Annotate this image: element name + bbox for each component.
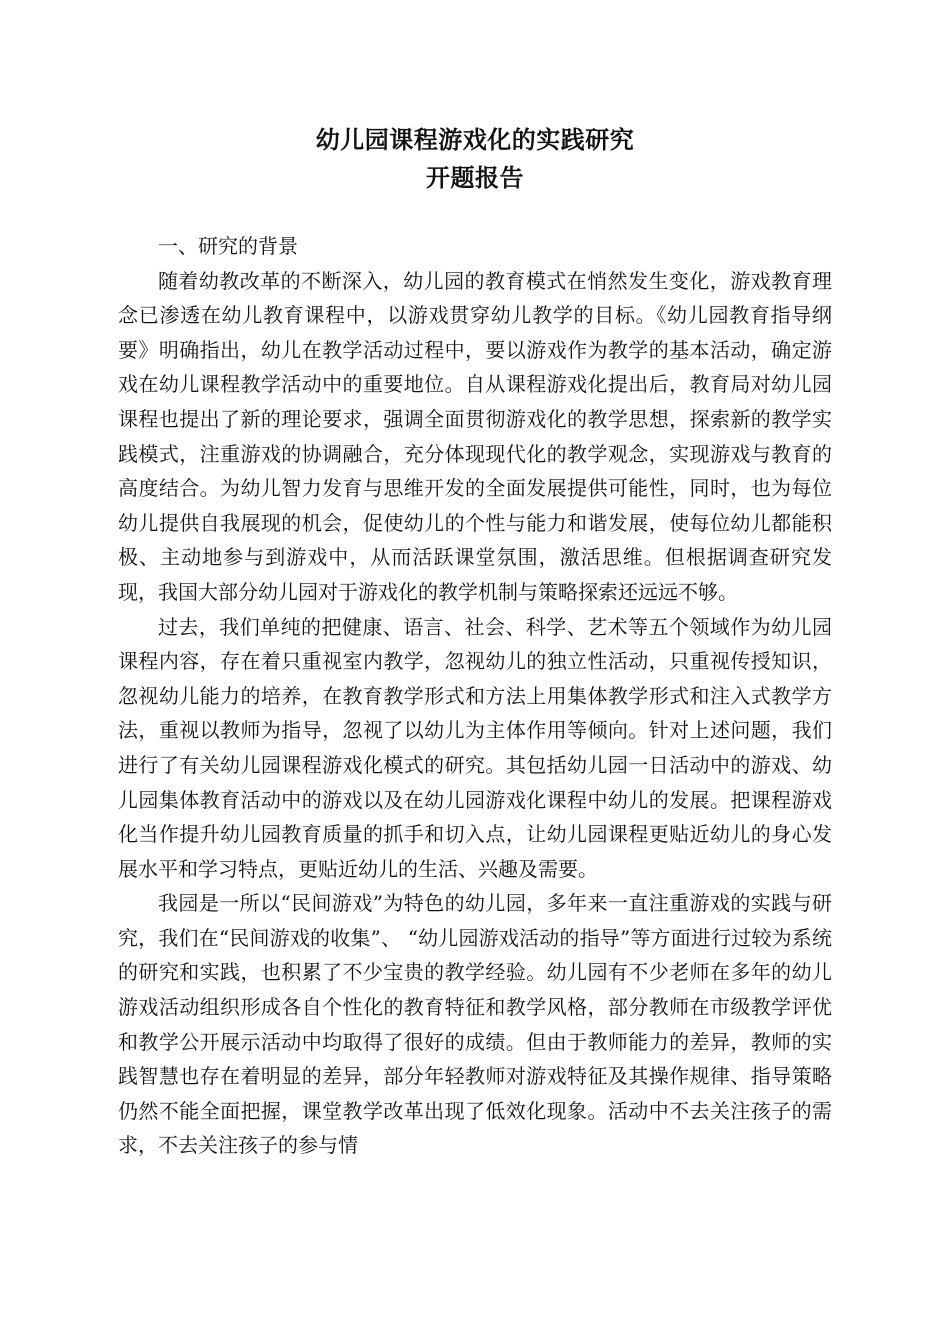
paragraph: 我园是一所以“民间游戏”为特色的幼儿园，多年来一直注重游戏的实践与研究，我们在“民间游戏的收集”、 “幼儿园游戏活动的指导”等方面进行过较为系统的研究和实践，也积累了不少宝贵的教学经验。幼儿园有不少老师在多年的幼儿游戏活动组织形成各自个性化的教育特征和教学风格，部分教师在市级教学评优和教学公开展示活动中均取得了很好的成绩。但由于教师能力的差异，教师的实践智慧也存在着明显的差异，部分年轻教师对游戏特征及其操作规律、指导策略仍然不能全面把握，课堂教学改革出现了低效化现象。活动中不去关注孩子的需求，不去关注孩子的参与情 — [118, 891, 832, 1158]
document-title: 幼儿园课程游戏化的实践研究 — [315, 126, 635, 154]
paragraph: 过去，我们单纯的把健康、语言、社会、科学、艺术等五个领域作为幼儿园课程内容，存在着只重视室内教学，忽视幼儿的独立性活动，只重视传授知识，忽视幼儿能力的培养，在教育教学形式和方法上用集体教学形式和注入式教学方法，重视以教师为指导，忽视了以幼儿为主体作用等倾向。针对上述问题，我们进行了有关幼儿园课程游戏化模式的研究。其包括幼儿园一日活动中的游戏、幼儿园集体教育活动中的游戏以及在幼儿园游戏化课程中幼儿的发展。把课程游戏化当作提升幼儿园教育质量的抓手和切入点，让幼儿园课程更贴近幼儿的身心发展水平和学习特点，更贴近幼儿的生活、兴趣及需要。 — [118, 614, 832, 881]
section-heading: 一、研究的背景 — [158, 234, 298, 258]
document-subtitle: 开题报告 — [426, 164, 524, 192]
document-body — [118, 229, 832, 1163]
paragraph: 随着幼教改革的不断深入，幼儿园的教育模式在悄然发生变化，游戏教育理念已渗透在幼儿教育课程中，以游戏贯穿幼儿教学的目标。《幼儿园教育指导纲要》明确指出，幼儿在教学活动过程中，要以游戏作为教学的基本活动，确定游戏在幼儿课程教学活动中的重要地位。自从课程游戏化提出后，教育局对幼儿园课程也提出了新的理论要求，强调全面贯彻游戏化的教学思想，探索新的教学实践模式，注重游戏的协调融合，充分体现现代化的教学观念，实现游戏与教育的高度结合。为幼儿智力发育与思维开发的全面发展提供可能性，同时，也为每位幼儿提供自我展现的机会，促使幼儿的个性与能力和谐发展，使每位幼儿都能积极、主动地参与到游戏中，从而活跃课堂氛围，激活思维。但根据调查研究发现，我国大部分幼儿园对于游戏化的教学机制与策略探索还远远不够。 — [118, 268, 832, 604]
